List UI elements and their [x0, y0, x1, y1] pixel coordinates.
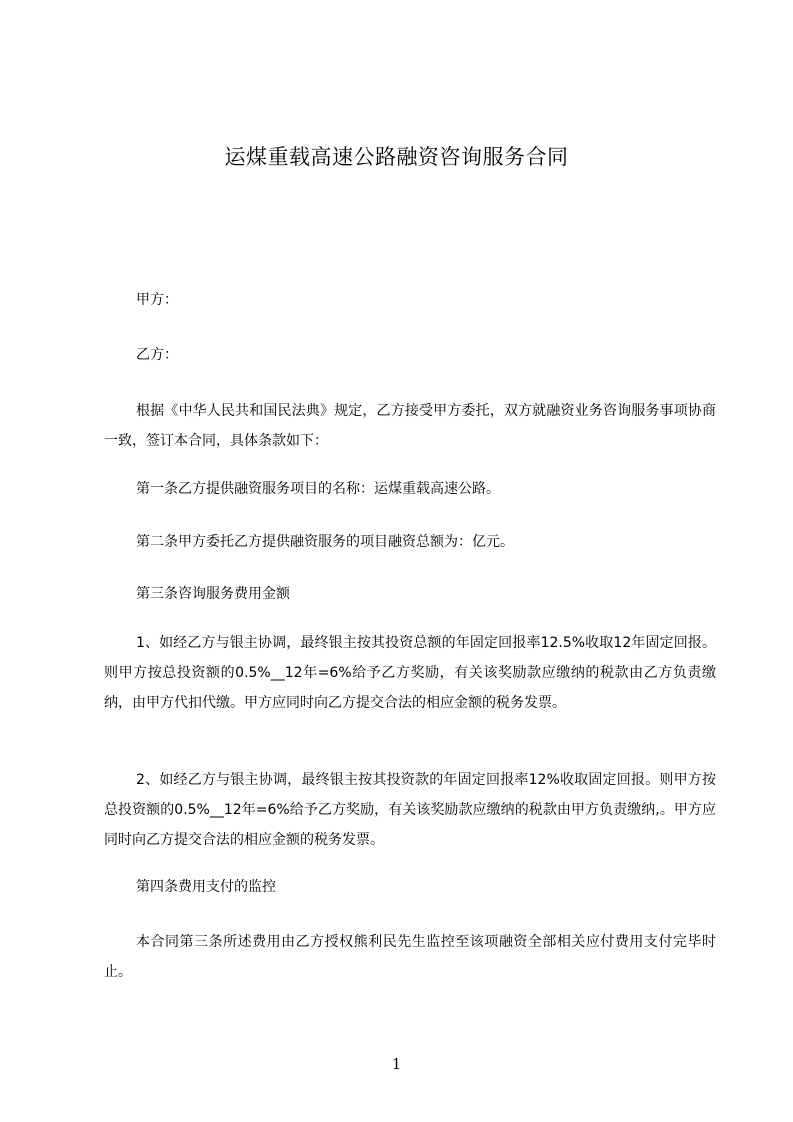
article-3-heading: 第三条咨询服务费用金额: [136, 586, 290, 602]
party-b-label: 乙方：: [136, 347, 178, 363]
article-3-item-2: 2、如经乙方与银主协调，最终银主按其投资款的年固定回报率12%收取固定回报。则甲方按总投资额的0.5%__12年=6%给予乙方奖励，有关该奖励款应缴纳的税款由甲方负责缴纳,。甲方应同时向乙方提交合法的相应金额的税务发票。: [104, 772, 716, 848]
party-a-label: 甲方：: [136, 292, 178, 308]
article-1: 第一条乙方提供融资服务项目的名称：运煤重载高速公路。: [136, 481, 500, 497]
document-title: 运煤重载高速公路融资咨询服务合同: [224, 145, 569, 169]
article-4-body: 本合同第三条所述费用由乙方授权熊利民先生监控至该项融资全部相关应付费用支付完毕时止。: [104, 934, 716, 980]
article-4-heading: 第四条费用支付的监控: [136, 879, 276, 895]
intro-paragraph: 根据《中华人民共和国民法典》规定，乙方接受甲方委托，双方就融资业务咨询服务事项协商一致，签订本合同，具体条款如下：: [104, 403, 716, 449]
article-3-item-1: 1、如经乙方与银主协调，最终银主按其投资总额的年固定回报率12.5%收取12年固定回报。则甲方按总投资额的0.5%__12年=6%给予乙方奖励，有关该奖励款应缴纳的税款由乙方负责缴纳，由甲方代扣代缴。甲方应同时向乙方提交合法的相应金额的税务发票。: [104, 635, 716, 711]
page-number: 1: [391, 1055, 402, 1073]
article-2: 第二条甲方委托乙方提供融资服务的项目融资总额为：亿元。: [136, 534, 514, 550]
